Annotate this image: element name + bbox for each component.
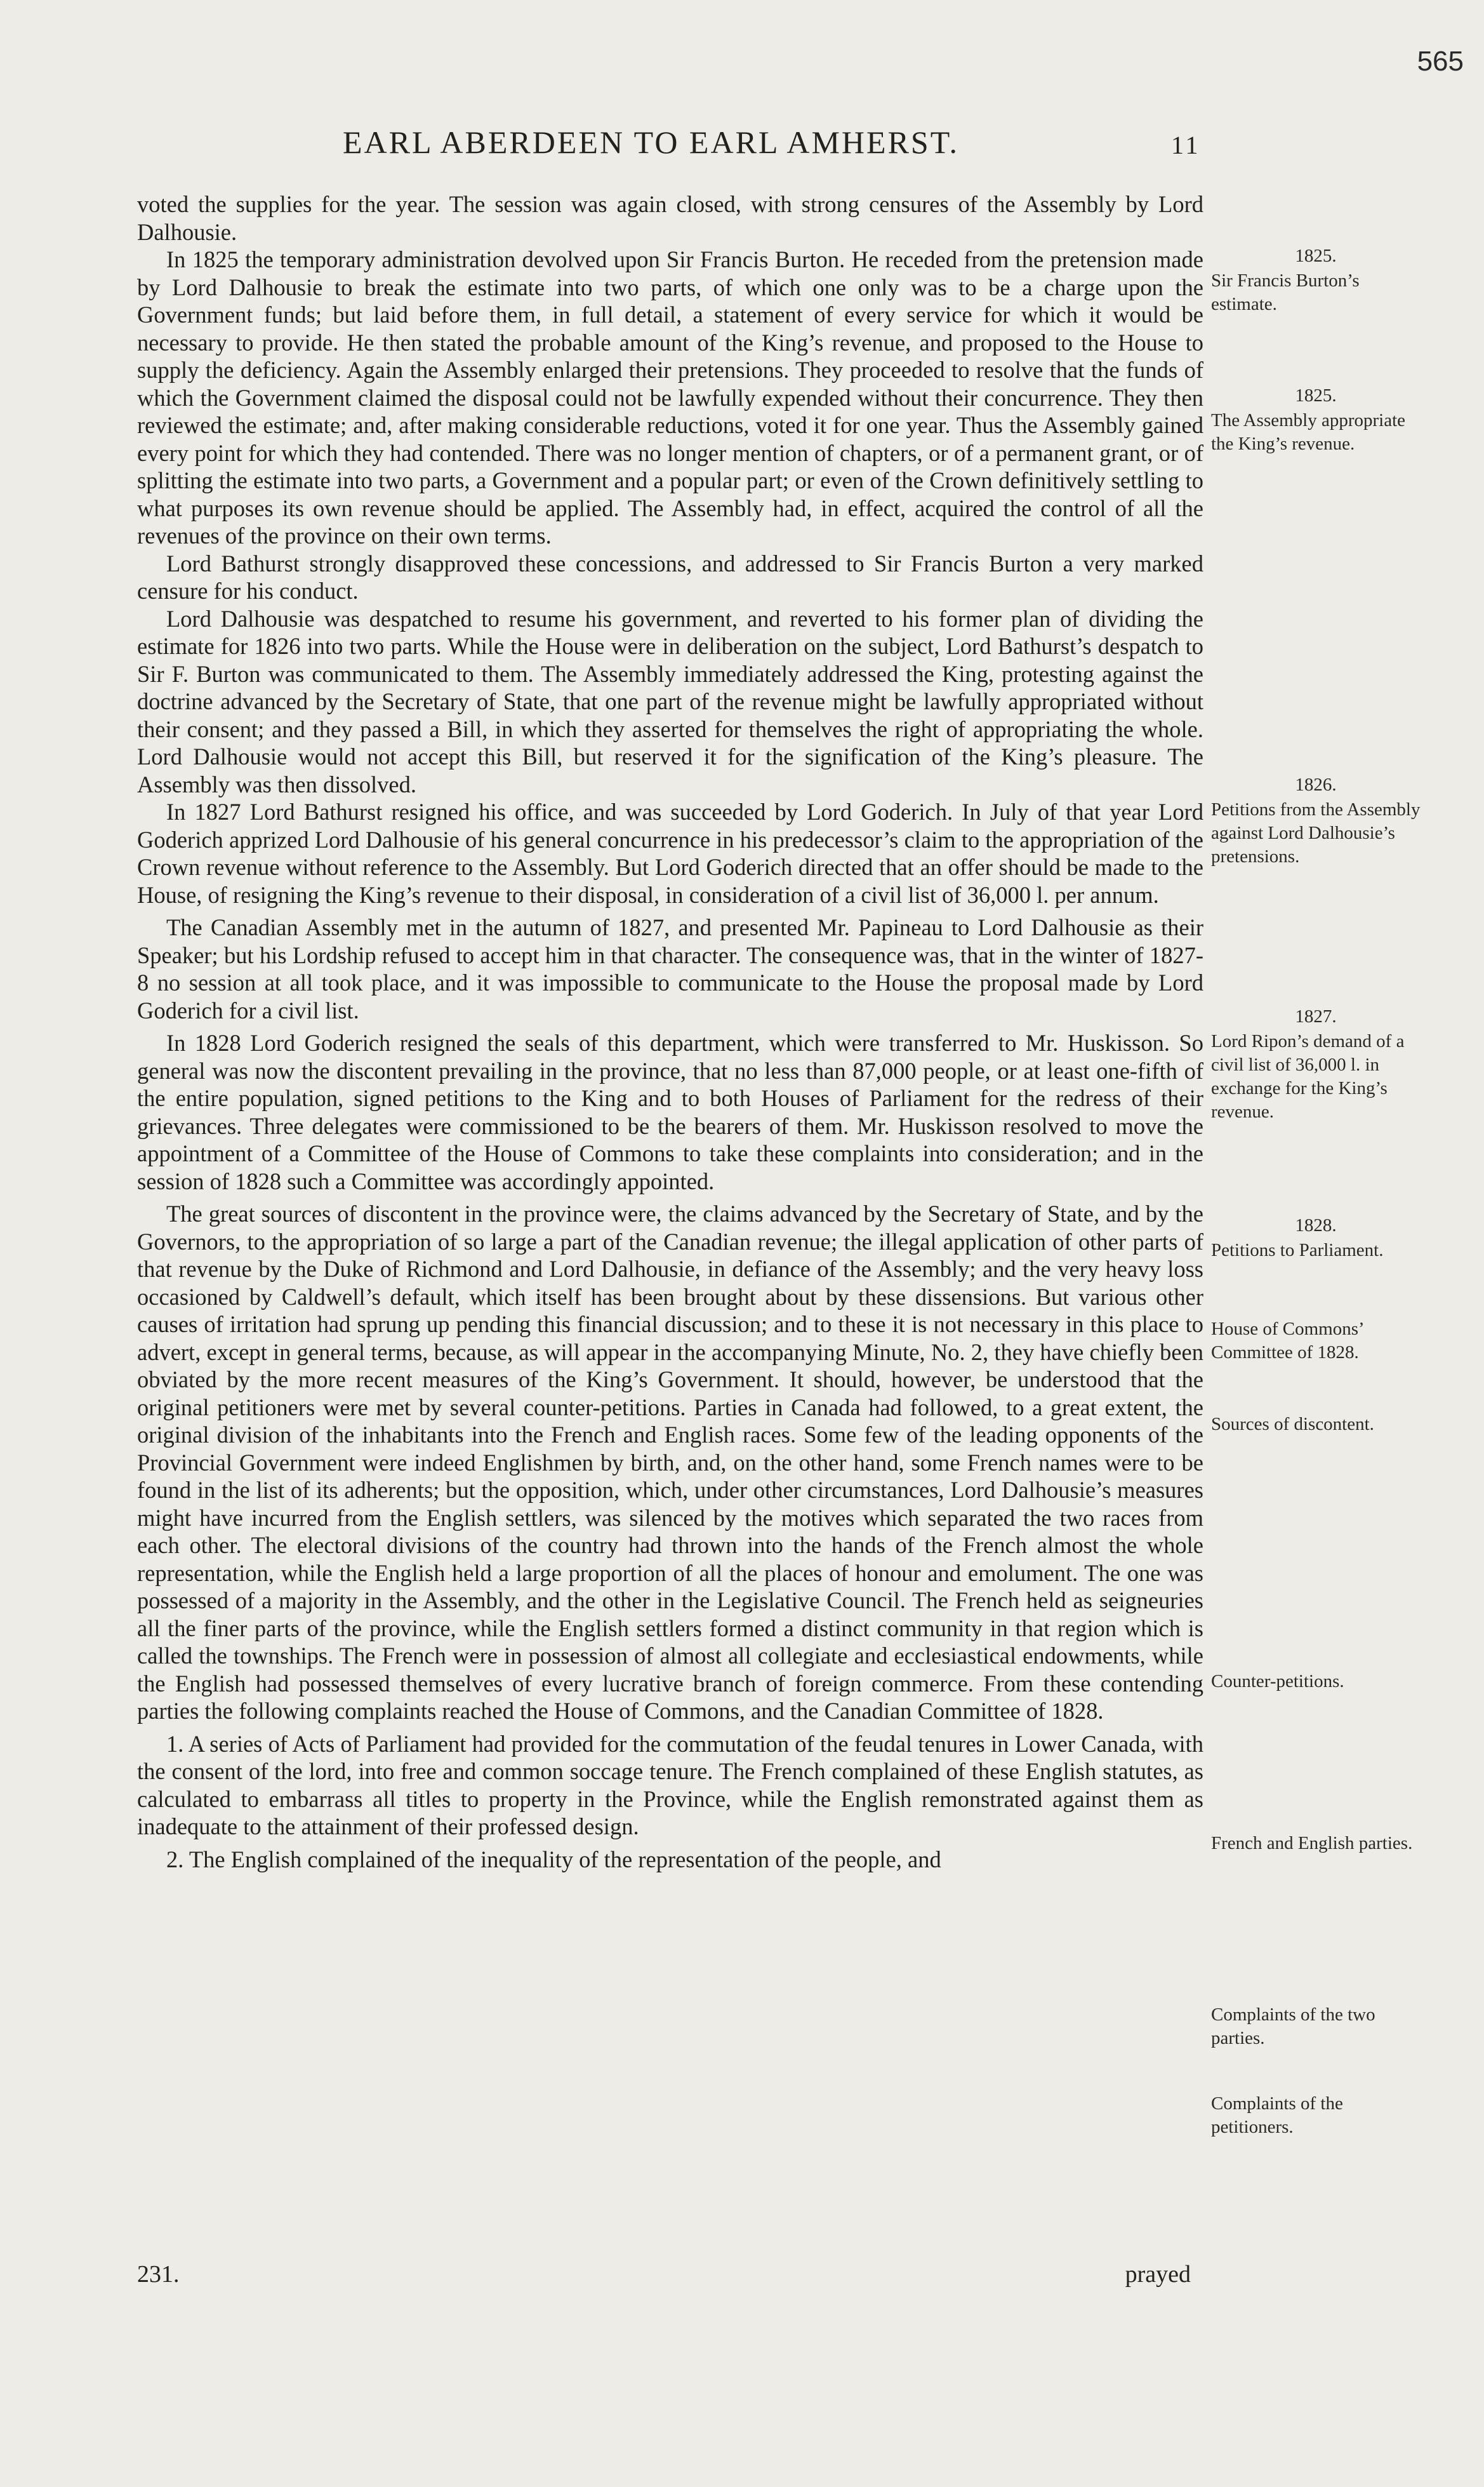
paragraph: In 1827 Lord Bathurst resigned his office, and was succeeded by Lord Goderich. In July of that year Lord Goderich apprized Lord Dalhousie of his general concurrence in his predecessor’s claim to the appropriation of the Crown revenue without reference to the Assembly. But Lord Goderich directed that an offer should be made to the House, of resigning the King’s revenue to their disposal, in consideration of a civil list of 36,000 l. per annum. — [137, 799, 1203, 908]
paragraph: 1. A series of Acts of Parliament had provided for the commutation of the feudal tenures in Lower Canada, with the consent of the lord, into free and common soccage tenure. The French complained of these English statutes, as calculated to embarrass all titles to property in the Province, while the English remonstrated against them as inadequate to the attainment of their professed design. — [137, 1730, 1203, 1839]
sidenote — [1211, 1005, 1421, 1124]
page-number: 565 — [1417, 46, 1464, 77]
sidenote — [1211, 773, 1421, 869]
sidenote-text: Lord Ripon’s demand of a civil list of 36,000 l. in exchange for the King’s revenue. — [1211, 1031, 1405, 1122]
sidenote-text: Counter-petitions. — [1211, 1671, 1344, 1691]
sidenote — [1211, 1832, 1421, 1855]
sidenote-text: Sir Francis Burton’s estimate. — [1211, 270, 1360, 314]
sidenote-year: 1825. — [1295, 246, 1337, 266]
sidenote-text: Petitions from the Assembly against Lord Dalhousie’s pretensions. — [1211, 799, 1421, 867]
folio: 11 — [1171, 131, 1201, 159]
paragraph: In 1828 Lord Goderich resigned the seals of this department, which were transferred to Mr. Huskisson. So general was now the discontent prevailing in the province, that no less than 87,000 people, or at least one-fifth of the entire population, signed petitions to the King and to both Houses of Parliament for the redress of their grievances. Three delegates were commissioned to be the bearers of them. Mr. Huskisson resolved to move the appointment of a Committee of the House of Commons to take these complaints into consideration; and in the session of 1828 such a Committee was accordingly appointed. — [137, 1030, 1203, 1194]
sidenote-year: 1827. — [1295, 1006, 1337, 1027]
paragraph: The great sources of discontent in the province were, the claims advanced by the Secretary of State, and by the Governors, to the appropriation of so large a part of the Canadian revenue; the illegal application of other parts of that revenue by the Duke of Richmond and Lord Dalhousie, in defiance of the Assembly; and the very heavy loss occasioned by Caldwell’s default, which itself has been brought about by these dissensions. But various other causes of irritation had sprung up pending this financial discussion; and to these it is not necessary in this place to advert, except in general terms, because, as will appear in the accompanying Minute, No. 2, they have chiefly been obviated by the more recent measures of the King’s Government. It should, however, be understood that the original petitioners were met by several counter-petitions. Parties in Canada had followed, to a great extent, the original division of the inhabitants into the French and English races. Some few of the leading opponents of the Provincial Government were indeed Englishmen by birth, and, on the other hand, some French names were to be found in the list of its adherents; but the opposition, which, under other circumstances, Lord Dalhousie’s measures might have incurred from the English settlers, was silenced by the motives which separated the two races from each other. The electoral divisions of the country had thrown into the hands of the French almost the whole representation, while the English held a large proportion of all the places of honour and emolument. The one was possessed of a majority in the Assembly, and the other in the Legislative Council. The French held as seigneuries all the finer parts of the province, while the English settlers formed a distinct community in that region which is called the townships. The French were in possession of almost all collegiate and ecclesiastical endowments, while the English had possessed themselves of every lucrative branch of foreign commerce. From these contending parties the following complaints reached the House of Commons, and the Canadian Committee of 1828. — [137, 1201, 1203, 1724]
sidenote-text: Complaints of the petitioners. — [1211, 2093, 1343, 2137]
sidenote — [1211, 384, 1421, 456]
sidenote-text: Complaints of the two parties. — [1211, 2004, 1375, 2048]
paragraph: Lord Bathurst strongly disapproved these concessions, and addressed to Sir Francis Burton a very marked censure for his conduct. — [137, 550, 1203, 604]
sidenote-text: The Assembly appropriate the King’s revenue. — [1211, 410, 1406, 454]
running-head: EARL ABERDEEN TO EARL AMHERST. — [343, 124, 960, 160]
sidenote — [1211, 244, 1421, 316]
sidenote-year: 1828. — [1295, 1215, 1337, 1236]
sidenote-year: 1825. — [1295, 385, 1337, 406]
sidenote — [1211, 1670, 1421, 1693]
sidenote-text: House of Commons’ Committee of 1828. — [1211, 1319, 1363, 1363]
paragraph: The Canadian Assembly met in the autumn of 1827, and presented Mr. Papineau to Lord Dalhousie as their Speaker; but his Lordship refused to accept him in that character. The consequence was, that in the winter of 1827-8 no session at all took place, and it was impossible to communicate to the House the proposal made by Lord Goderich for a civil list. — [137, 914, 1203, 1023]
sidenote-text: French and English parties. — [1211, 1833, 1413, 1853]
paragraph: 2. The English complained of the inequality of the representation of the people, and — [166, 1846, 941, 1872]
catchword: prayed — [1125, 2261, 1191, 2288]
page-foot — [137, 2260, 1191, 2288]
sidenote-text: Sources of discontent. — [1211, 1414, 1374, 1434]
body-text — [137, 190, 1203, 1873]
sidenote — [1211, 2092, 1421, 2139]
sidenote — [1211, 1317, 1421, 1364]
sidenote — [1211, 1214, 1421, 1262]
signature-mark: 231. — [137, 2261, 180, 2288]
paragraph: Lord Dalhousie was despatched to resume his government, and reverted to his former plan of dividing the estimate for 1826 into two parts. While the House were in deliberation on the subject, Lord Bathurst’s despatch to Sir F. Burton was communicated to them. The Assembly immediately addressed the King, protesting against the doctrine advanced by the Secretary of State, that one part of the revenue might be lawfully appropriated without their consent; and they passed a Bill, in which they asserted for themselves the right of appropriating the whole. Lord Dalhousie would not accept this Bill, but reserved it for the signification of the King’s pleasure. The Assembly was then dissolved. — [137, 605, 1203, 797]
sidenote-text: Petitions to Parliament. — [1211, 1240, 1384, 1260]
paragraph: In 1825 the temporary administration devolved upon Sir Francis Burton. He receded from the pretension made by Lord Dalhousie to break the estimate into two parts, of which one only was to be a charge upon the Government funds; but laid before them, in full detail, a statement of every service for which it would be necessary to provide. He then stated the probable amount of the King’s revenue, and proposed to the House to supply the deficiency. Again the Assembly enlarged their pretensions. They proceeded to resolve that the funds of which the Government claimed the disposal could not be lawfully expended without their concurrence. They then reviewed the estimate; and, after making considerable reductions, voted it for one year. Thus the Assembly gained every point for which they had contended. There was no longer mention of chapters, or of a permanent grant, or of splitting the estimate into two parts, a Government and a popular part; or even of the Crown definitively settling to what purposes its own revenue should be applied. The Assembly had, in effect, acquired the control of all the revenues of the province on their own terms. — [137, 246, 1203, 549]
sidenote — [1211, 2003, 1421, 2050]
sidenote — [1211, 1413, 1421, 1436]
paragraph: voted the supplies for the year. The session was again closed, with strong censures of the Assembly by Lord Dalhousie. — [137, 191, 1203, 245]
sidenote-year: 1826. — [1295, 775, 1337, 795]
